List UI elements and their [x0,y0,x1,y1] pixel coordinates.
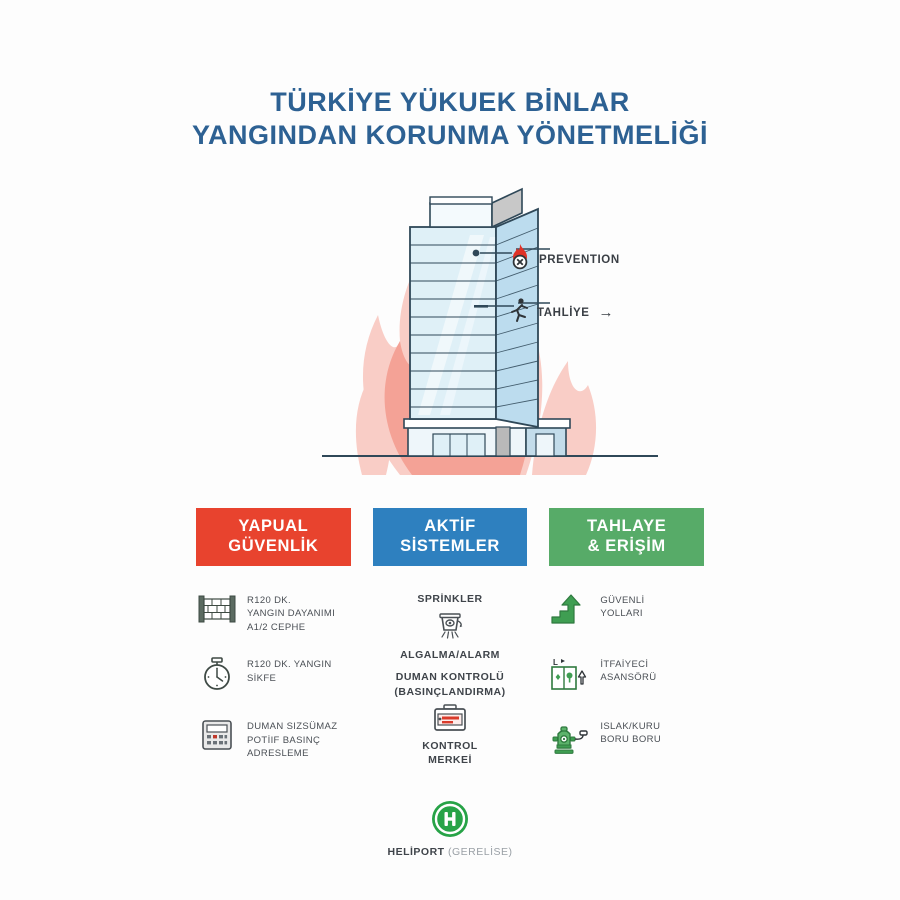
item-line: POTİIF BASINÇ [247,734,321,746]
list-item-text [247,656,332,685]
column-header-line1: AKTİF [424,517,476,536]
item-line: İTFAİYECİ [600,659,649,670]
callout-prevention-label: PREVENTION [539,253,620,266]
control-center-label2: MERKEİ [428,753,472,766]
item-line: ASANSÖRÜ [600,672,657,684]
control-panel-icon [430,703,470,735]
building-podium [404,419,570,456]
callout-tahliye [508,297,614,328]
sprinkler-label: SPRİNKLER [417,593,483,605]
fire-prohibited-icon [508,243,532,276]
title-line-2: YANGINDAN KORUNMA YÖNETMELİĞİ [191,119,709,150]
heliport-note: (GERELİSE) [448,846,513,859]
list-item [196,656,351,692]
item-line: BORU BORU [600,734,662,746]
column-items-aktif-sistemler [373,592,528,859]
item-line: R120 DK. [247,595,291,606]
firefighter-elevator-icon [549,656,591,692]
column-items-tahlaye-erisim [549,592,704,754]
column-items-yapual-guvenlik [196,592,351,761]
column-header-line1: YAPUAL [238,517,309,536]
smoke-control-sublabel: (BASINÇLANDIRMA) [394,685,506,698]
callout-tahliye-label: TAHLİYE [537,306,590,319]
list-item-text [247,592,335,634]
tower-front-face [410,227,496,419]
list-item [373,670,528,767]
control-center-label: KONTROL [422,739,478,752]
column-header-yapual-guvenlik [196,508,351,566]
column-header-tahlaye-erisim [549,508,704,566]
page-title [0,86,900,152]
title-line-1: TÜRKİYE YÜKUEK BİNLAR [270,87,630,117]
column-header-line1: TAHLAYE [586,517,667,536]
item-line: R120 DK. YANGIN [247,659,332,671]
item-line: DUMAN SIZSÜMAZ [247,721,338,733]
brick-wall-icon [196,592,238,628]
list-item-text [600,592,644,621]
column-aktif-sistemler [373,508,528,859]
category-columns [196,508,704,859]
column-header-line2: SİSTEMLER [400,537,500,555]
callout-prevention [508,243,620,276]
item-line: YOLLARI [600,608,643,620]
alarm-label: ALGALMA/ALARM [400,649,500,662]
list-item-text [600,718,661,747]
heliport-h-icon [428,797,472,841]
building-with-flames-graphic [300,175,680,475]
list-item [549,592,704,628]
smoke-control-label: DUMAN KONTROLÜ [395,671,505,684]
list-item [373,592,528,662]
item-line: SİKFE [247,672,277,684]
list-item-text [600,656,656,685]
column-header-aktif-sistemler [373,508,528,566]
list-item [549,718,704,754]
stairs-up-arrow-icon [549,592,591,628]
column-tahlaye-erisim [549,508,704,859]
column-header-line2: GÜVENLİK [228,537,319,555]
list-item [196,592,351,634]
sprinkler-head-icon [429,610,471,644]
running-person-exit-icon [508,297,530,328]
column-yapual-guvenlik [196,508,351,859]
item-line: GÜVENLİ [600,595,645,606]
list-item [549,656,704,692]
item-line: YANGIN DAYANIMI [247,608,336,620]
list-item [373,793,528,859]
heliport-main-label: HELİPORT [387,846,445,859]
item-line: ISLAK/KURU [600,721,661,732]
list-item [196,718,351,760]
callout-tahliye-arrow: → [598,304,614,321]
item-line: ADRESLEME [247,748,309,760]
fire-hydrant-icon [549,718,591,754]
hero-illustration [300,175,680,475]
keypad-panel-icon [196,718,238,754]
item-line: A1/2 CEPHE [247,621,306,633]
heliport-label [387,845,512,859]
svg-text:L: L [553,658,559,667]
list-item-text [247,718,337,760]
column-header-line2: & ERİŞİM [587,537,666,555]
stopwatch-icon [196,656,238,692]
